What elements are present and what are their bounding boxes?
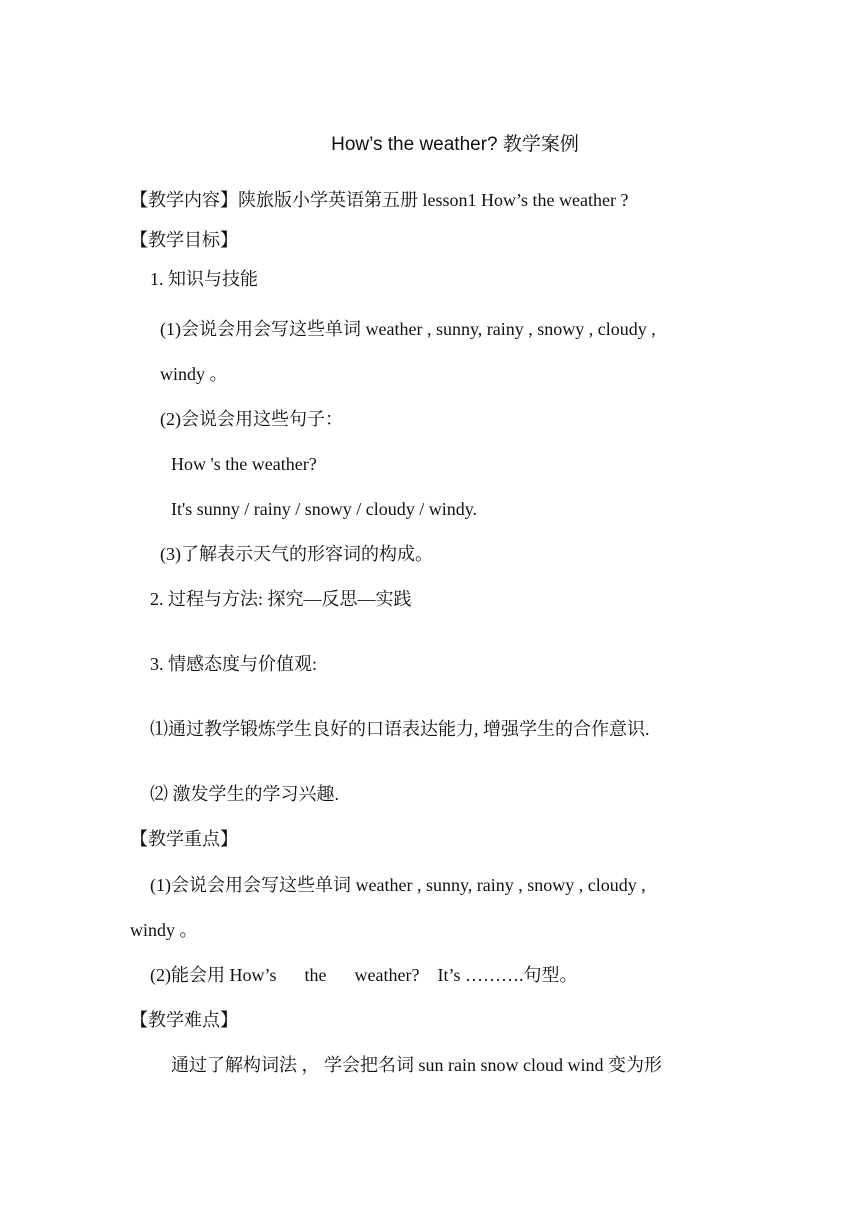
- example-sentence-answer: It's sunny / rainy / snowy / cloudy / windy.: [171, 499, 478, 519]
- goal-vocab-line2: windy 。: [160, 364, 228, 384]
- difficulty-heading: 【教学难点】: [130, 1010, 238, 1030]
- teaching-goals-heading: 【教学目标】: [130, 230, 238, 250]
- goal-vocab-line1: (1)会说会用会写这些单词 weather , sunny, rainy , snowy , cloudy ,: [160, 319, 656, 339]
- teaching-content-line: 【教学内容】陕旅版小学英语第五册 lesson1 How’s the weather ?: [130, 190, 629, 210]
- goal-adjective-formation: (3)了解表示天气的形容词的构成。: [160, 544, 433, 564]
- key-pattern-part1: (2)能会用 How’s: [150, 965, 277, 985]
- document-title: How’s the weather? 教学案例: [331, 134, 579, 155]
- example-sentence-question: How 's the weather?: [171, 454, 317, 474]
- key-vocab-line1: (1)会说会用会写这些单词 weather , sunny, rainy , snowy , cloudy ,: [150, 875, 646, 895]
- goal-attitude-item1: ⑴通过教学锻炼学生良好的口语表达能力, 增强学生的合作意识.: [150, 719, 650, 739]
- goal-attitude-heading: 3. 情感态度与价值观:: [150, 654, 318, 674]
- key-pattern-part2: the: [304, 965, 327, 985]
- goal-sentences-item: (2)会说会用这些句子：: [160, 409, 343, 429]
- key-pattern-part4: It’s ……….句型。: [437, 965, 578, 985]
- goal-knowledge-skills-heading: 1. 知识与技能: [150, 269, 258, 289]
- key-sentence-pattern: [150, 963, 577, 987]
- difficulty-item1: 通过了解构词法 ， 学会把名词 sun rain snow cloud wind 变为形: [171, 1055, 662, 1075]
- goal-process-methods: 2. 过程与方法: 探究—反思—实践: [150, 589, 412, 609]
- key-vocab-line2: windy 。: [130, 920, 198, 940]
- key-points-heading: 【教学重点】: [130, 829, 238, 849]
- goal-attitude-item2: ⑵ 激发学生的学习兴趣.: [150, 784, 339, 804]
- key-pattern-part3: weather?: [354, 965, 420, 985]
